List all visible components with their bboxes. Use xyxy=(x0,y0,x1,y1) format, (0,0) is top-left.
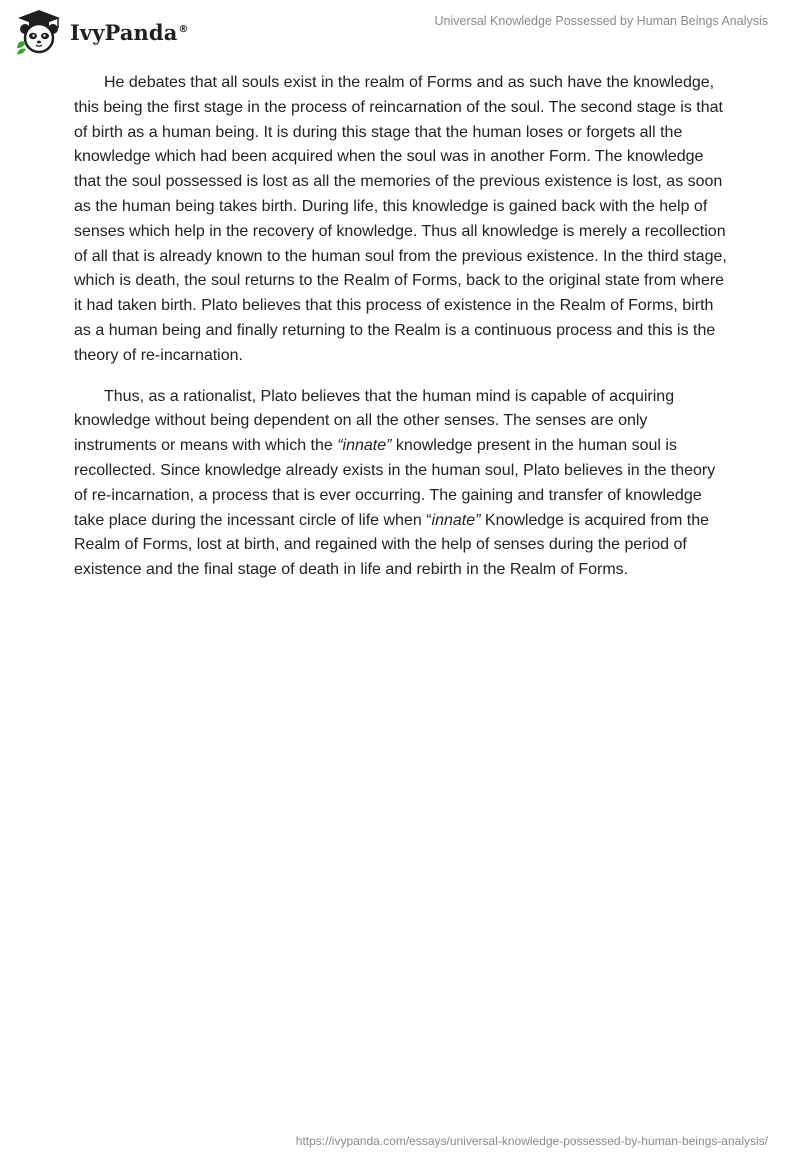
innate-emphasis-2: innate” xyxy=(431,511,481,529)
source-url[interactable]: https://ivypanda.com/essays/universal-knowledge-possessed-by-human-beings-analysis/ xyxy=(295,1134,768,1148)
paragraph-1: He debates that all souls exist in the realm of Forms and as such have the knowledge, this being the first stage in the process of reincarnation of the soul. The second stage is that of birth as a human being. It is during this stage that the human loses or forgets all the knowledge which had been acquired when the soul was in another Form. The knowledge that the soul possessed is lost as all the memories of the previous existence is lost, as soon as the human being takes birth. During life, this knowledge is gained back with the help of senses which help in the recovery of knowledge. Thus all knowledge is merely a recollection of all that is already known to the human soul from the previous existence. In the third stage, which is death, the soul returns to the Realm of Forms, back to the original state from where it had taken birth. Plato believes that this process of existence in the Realm of Forms, birth as a human being and finally returning to the Realm is a continuous process and this is the theory of re-incarnation. xyxy=(74,74,727,364)
panda-graduate-icon xyxy=(14,8,64,56)
document-title: Universal Knowledge Possessed by Human Beings Analysis xyxy=(434,14,768,28)
ivypanda-logo[interactable] xyxy=(14,8,189,56)
paragraph-2: Thus, as a rationalist, Plato believes that the human mind is capable of acquiring knowledge without being dependent on all the other senses. The senses are only instruments or means with which the “innate” knowledge present in the human soul is recollected. Since knowledge already exists in the human soul, Plato believes in the theory of re-incarnation, a process that is ever occurring. The gaining and transfer of knowledge take place during the incessant circle of life when “innate” Knowledge is acquired from the Realm of Forms, lost at birth, and regained with the help of senses during the period of existence and the final stage of death in life and rebirth in the Realm of Forms. xyxy=(74,387,716,579)
innate-emphasis-1: “innate” xyxy=(337,437,392,455)
essay-body xyxy=(74,71,730,599)
logo-wordmark: IvyPanda® xyxy=(70,19,189,45)
page-header xyxy=(0,0,800,64)
